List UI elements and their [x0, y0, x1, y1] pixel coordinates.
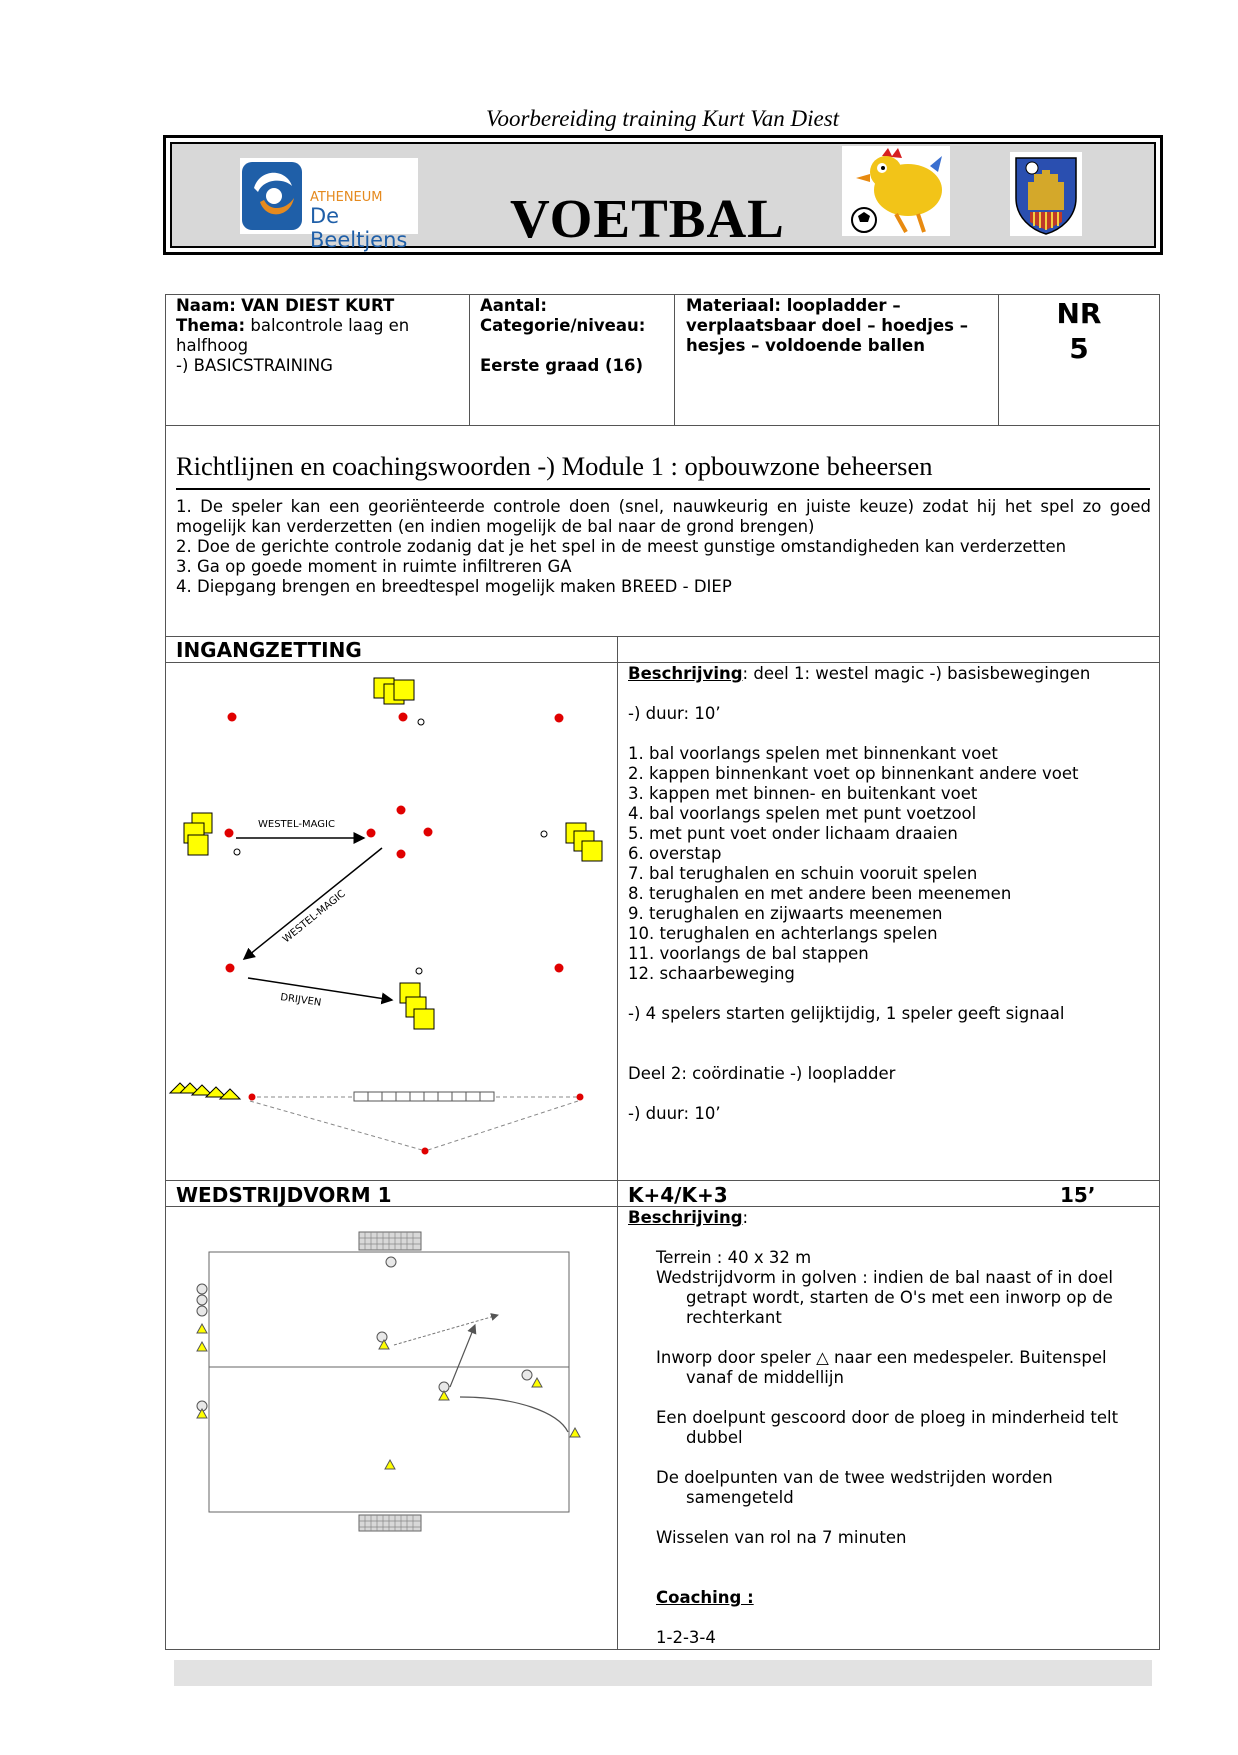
coaching-value: 1-2-3-4 [656, 1628, 716, 1647]
thema-value-cont: halfhoog [176, 336, 249, 355]
samengeteld-2: samengeteld [686, 1488, 794, 1507]
beschrijving-label-2: Beschrijving [628, 1208, 743, 1227]
field-diagram [166, 1207, 617, 1649]
guideline-2: 2. Doe de gerichte controle zodanig dat je het spel in de meest gunstige omstandigheden kan verderzetten [176, 537, 1067, 556]
step-item: 5. met punt voet onder lichaam draaien [628, 824, 958, 843]
doelpunt-2: dubbel [686, 1428, 743, 1447]
ladder-cones [170, 1083, 240, 1099]
nr-cell [998, 296, 1160, 366]
terrein: Terrein : 40 x 32 m [656, 1248, 812, 1267]
materiaal-line-2: verplaatsbaar doel – hoedjes – [686, 316, 968, 335]
step-item: 7. bal terughalen en schuin vooruit spelen [628, 864, 978, 883]
ladder-path [250, 1097, 578, 1150]
label-drijven: DRIJVEN [279, 992, 322, 1009]
guidelines-title: Richtlijnen en coachingswoorden -) Module 1 : opbouwzone beheersen [176, 451, 933, 481]
footer-bar [174, 1660, 1152, 1686]
label-westel-magic-2: WESTEL-MAGIC [280, 888, 348, 946]
golven-3: rechterkant [686, 1308, 782, 1327]
step-item: 2. kappen binnenkant voet op binnenkant andere voet [628, 764, 1079, 783]
cone-group-left [184, 813, 212, 855]
step-item: 12. schaarbeweging [628, 964, 795, 983]
nr-value: 5 [1069, 332, 1089, 365]
coat-of-arms-icon [1010, 152, 1082, 236]
steps-list [628, 744, 1153, 984]
step-item: 10. terughalen en achterlangs spelen [628, 924, 938, 943]
ingangzetting-heading: INGANGZETTING [176, 638, 362, 662]
wedstrijdvorm-duration: 15’ [1060, 1183, 1096, 1207]
aantal-label: Aantal: [480, 296, 547, 315]
beschrijving-text: : deel 1: westel magic -) basisbewegingen [742, 664, 1091, 683]
golven-1: Wedstrijdvorm in golven : indien de bal naast of in doel [656, 1268, 1113, 1287]
ladder-markers [249, 1094, 584, 1155]
coat-of-arms [1010, 152, 1082, 236]
materiaal-line-3: hesjes – voldoende ballen [686, 336, 925, 355]
training-type: -) BASICSTRAINING [176, 356, 333, 375]
school-logo [240, 158, 418, 252]
start-note: -) 4 spelers starten gelijktijdig, 1 speler geeft signaal [628, 1004, 1065, 1023]
guidelines-list [176, 497, 1151, 597]
step-item: 11. voorlangs de bal stappen [628, 944, 869, 963]
ingangzetting-description [628, 664, 1153, 1124]
banner-title: VOETBAL [510, 188, 785, 249]
arrow-westel-magic-2 [244, 848, 382, 959]
info-divider-1 [469, 294, 470, 426]
guidelines-title-rule [176, 488, 1150, 490]
beschrijving-colon: : [742, 1208, 749, 1227]
ingangzetting-col-divider [617, 636, 618, 1181]
step-item: 9. terughalen en zijwaarts meenemen [628, 904, 943, 923]
step-item: 8. terughalen en met andere been meenemen [628, 884, 1012, 903]
categorie-label: Categorie/niveau: [480, 316, 646, 335]
goal-bottom [359, 1515, 421, 1531]
thema-label: Thema: [176, 316, 246, 335]
guideline-1-cont: mogelijk kan verderzetten (en indien mogelijk de bal naar de grond brengen) [176, 517, 815, 536]
wedstrijdvorm-format: K+4/K+3 [628, 1183, 728, 1207]
guideline-3: 3. Ga op goede moment in ruimte infiltreren GA [176, 557, 572, 576]
samengeteld-1: De doelpunten van de twee wedstrijden worden [656, 1468, 1053, 1487]
step-item: 4. bal voorlangs spelen met punt voetzool [628, 804, 977, 823]
aantal-cell [480, 296, 670, 376]
inworp-2: vanaf de middellijn [686, 1368, 844, 1387]
materiaal-line-1: Materiaal: loopladder – [686, 296, 901, 315]
coaching-label: Coaching : [656, 1588, 754, 1607]
wedstrijdvorm-col-divider [617, 1180, 618, 1650]
inworp-1: Inworp door speler △ naar een medespeler. Buitenspel [656, 1348, 1107, 1367]
nr-label: NR [1056, 297, 1102, 330]
guideline-1: 1. De speler kan een georiënteerde controle doen (snel, nauwkeurig en juiste keuze) zodat hij het spel zo goed [176, 497, 1151, 516]
school-logo-line2: De Beeltjens [310, 204, 408, 252]
thema-value: balcontrole laag en [250, 316, 410, 335]
running-header: Voorbereiding training Kurt Van Diest [485, 106, 840, 131]
naam-value: VAN DIEST KURT [241, 296, 395, 315]
ladder [354, 1092, 494, 1101]
duur-2: -) duur: 10’ [628, 1104, 721, 1123]
doelpunt-1: Een doelpunt gescoord door de ploeg in minderheid telt [656, 1408, 1119, 1427]
field-outline [209, 1252, 569, 1512]
info-divider-2 [674, 294, 675, 426]
naam-cell [176, 296, 466, 376]
westel-magic-diagram [166, 663, 617, 1180]
cone-group-bottom [400, 983, 434, 1029]
step-item: 3. kappen met binnen- en buitenkant voet [628, 784, 978, 803]
school-logo-line1: ATHENEUM [310, 190, 383, 205]
materiaal-cell [686, 296, 996, 356]
wissel: Wisselen van rol na 7 minuten [656, 1528, 907, 1547]
naam-label: Naam: [176, 296, 236, 315]
cone-group-right [566, 823, 602, 861]
label-westel-magic-1: WESTEL-MAGIC [258, 819, 335, 830]
beschrijving-label: Beschrijving [628, 664, 743, 683]
wedstrijdvorm-heading: WEDSTRIJDVORM 1 [176, 1183, 392, 1207]
cone-group-top [374, 678, 414, 704]
guideline-4: 4. Diepgang brengen en breedtespel mogelijk maken BREED - DIEP [176, 577, 732, 596]
categorie-value: Eerste graad (16) [480, 356, 644, 375]
step-item: 1. bal voorlangs spelen met binnenkant voet [628, 744, 998, 763]
rooster-mascot [842, 146, 950, 236]
rooster-mascot-icon [842, 146, 950, 236]
deel-2: Deel 2: coördinatie -) loopladder [628, 1064, 896, 1083]
wedstrijdvorm-description [628, 1208, 1153, 1648]
school-logo-icon [240, 158, 306, 234]
golven-2: getrapt wordt, starten de O's met een inworp op de [686, 1288, 1113, 1307]
duur-1: -) duur: 10’ [628, 704, 721, 723]
goal-top [359, 1232, 421, 1250]
step-item: 6. overstap [628, 844, 722, 863]
